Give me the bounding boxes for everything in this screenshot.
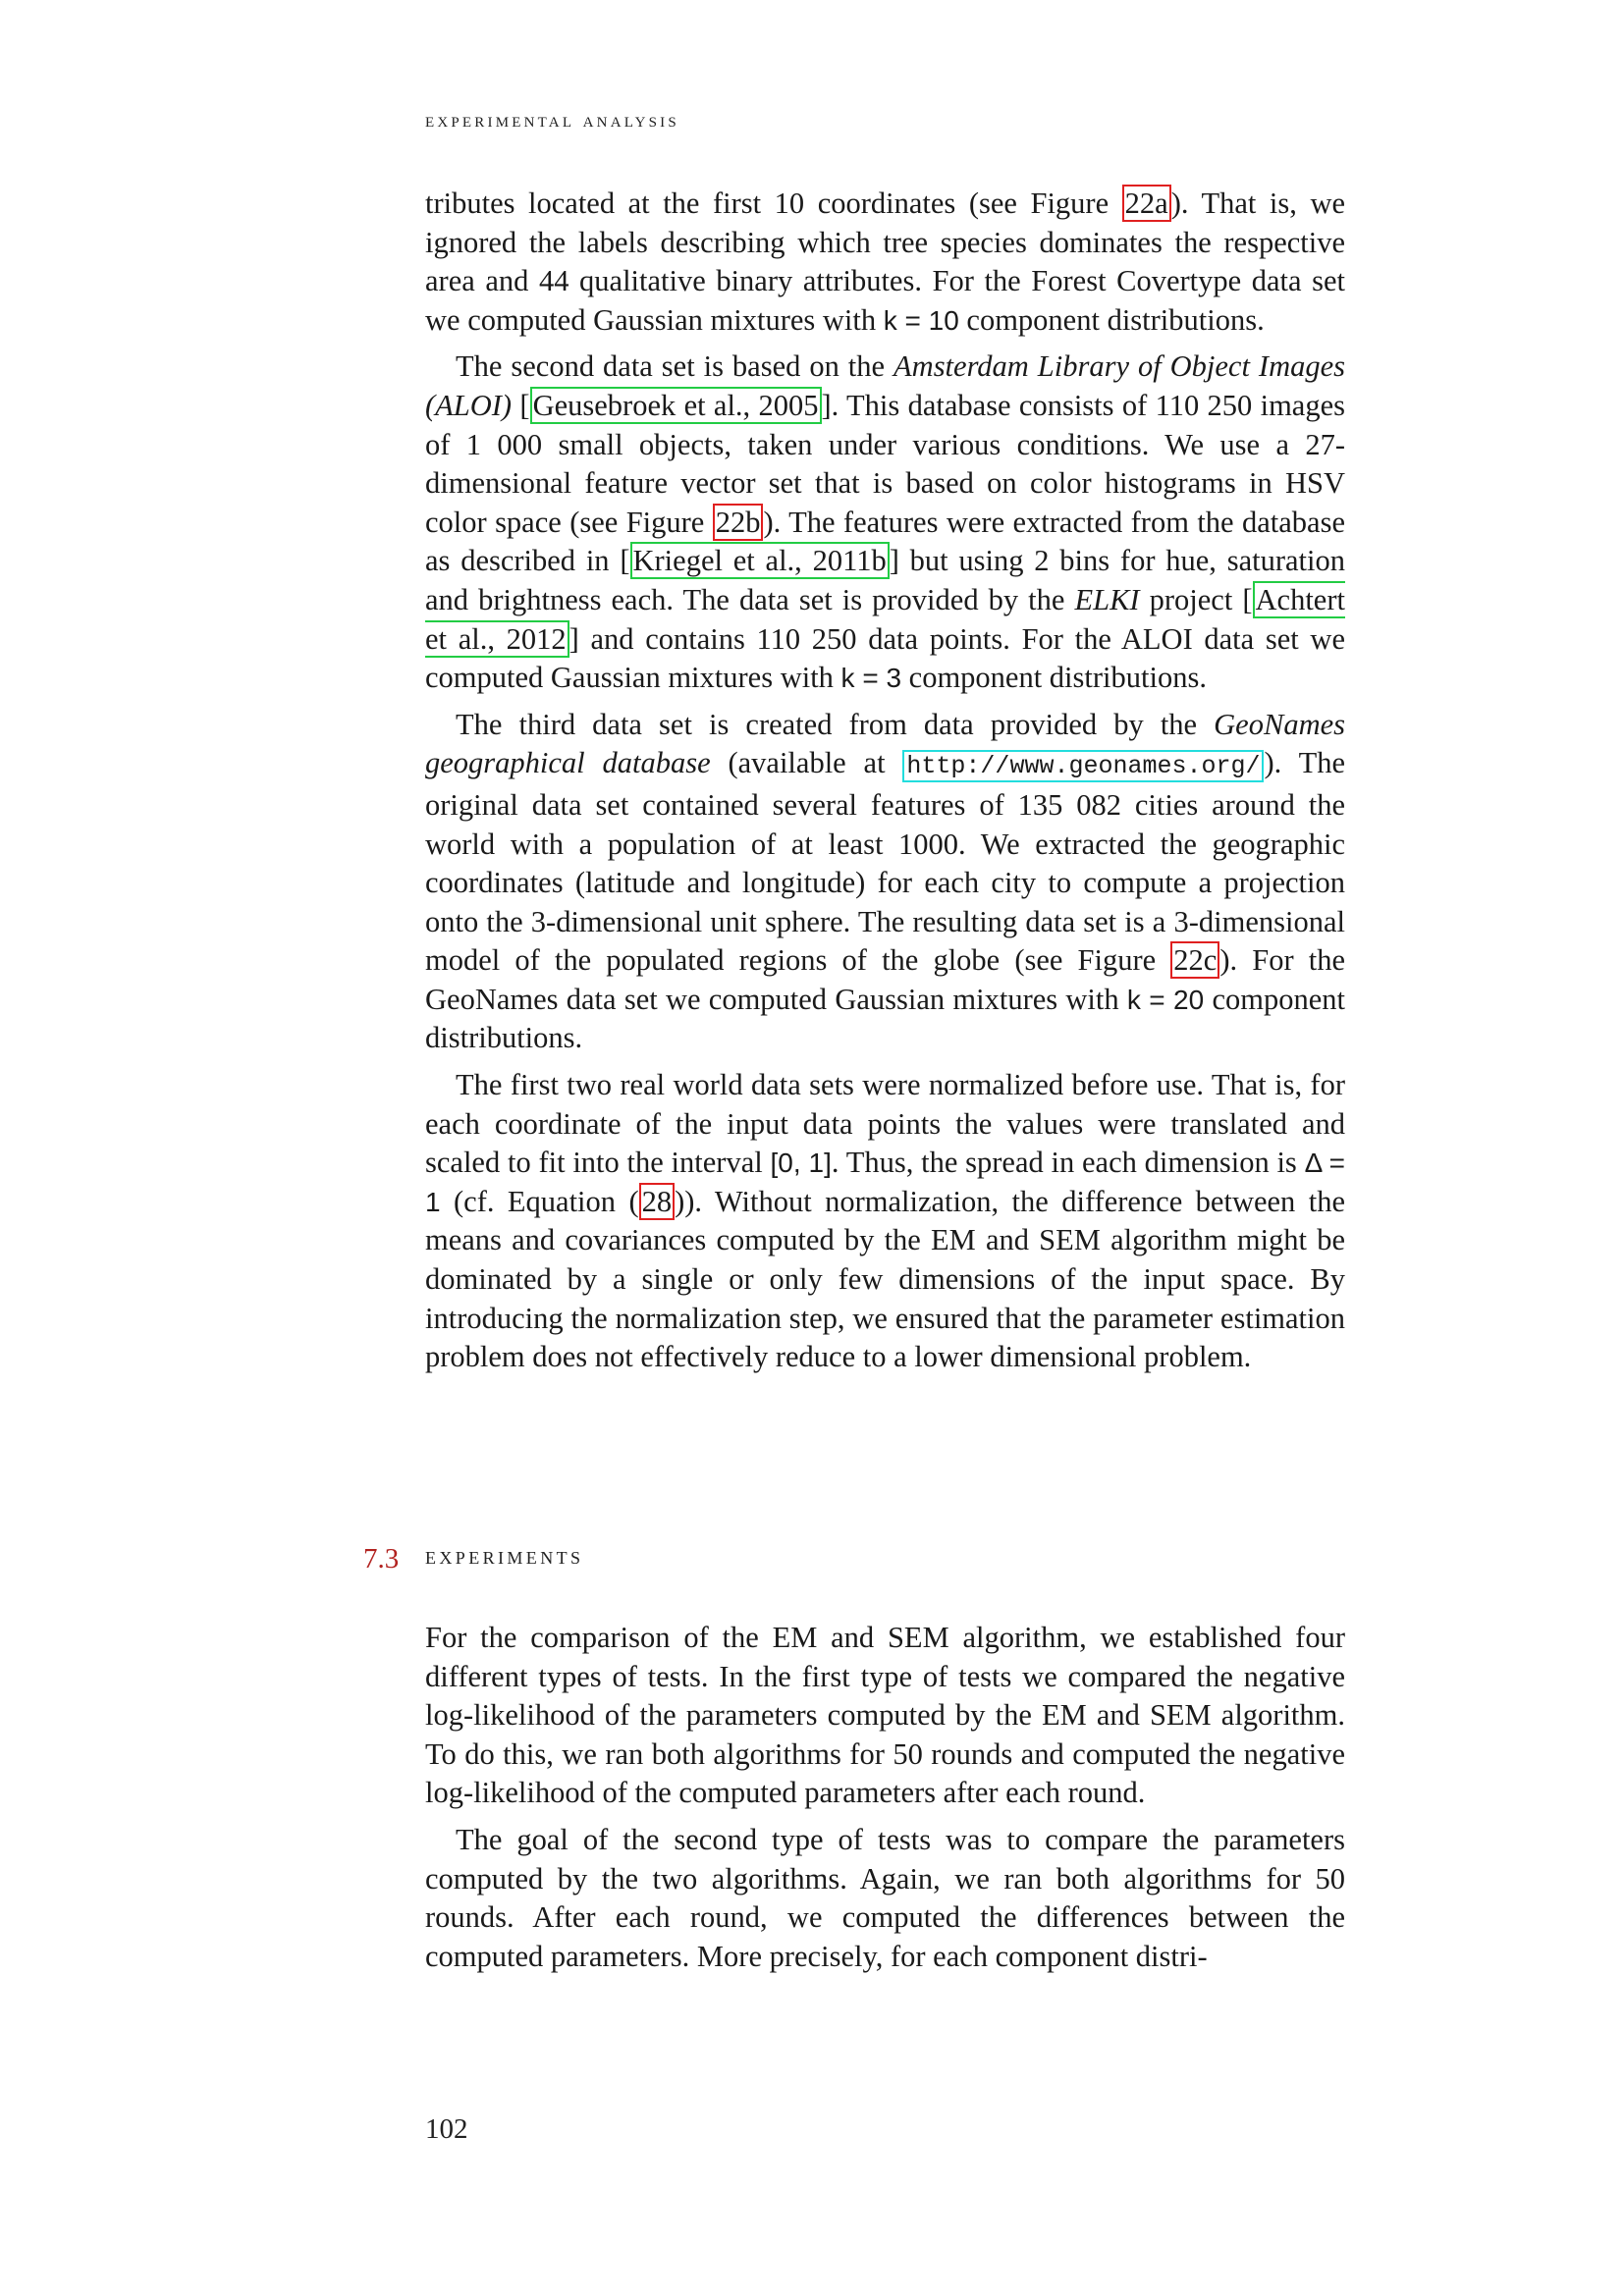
- figure-ref-22b[interactable]: 22b: [713, 504, 764, 541]
- page-number: 102: [425, 2113, 468, 2145]
- section-number: 7.3: [363, 1543, 400, 1575]
- citation-achtert[interactable]: Achtert et al., 2012: [425, 582, 1345, 656]
- paragraph-second-test: The goal of the second type of tests was to compare the parameters computed by the two algorithms. Again, we ran both algorithms for 50 rounds. After each round, we computed the differences between the computed parameters. More precisely, for each component distri-: [425, 1822, 1345, 1973]
- text-span: ). The original data set contained several features of 135 082 cities around the world with a population of at least 1000. We extracted the geographic coordinates (latitude and longitude) for each city to compute a projection onto the 3-dimensional unit sphere. The resulting data set is a 3-dimensional model of the populated regions of the globe (see Figure: [425, 746, 1345, 978]
- text-span: . Thus, the spread in each dimension is: [831, 1146, 1305, 1180]
- equation-ref-28[interactable]: 28: [639, 1183, 676, 1220]
- math-delta: Δ = 1: [425, 1148, 1345, 1217]
- math-interval: [0, 1]: [770, 1148, 832, 1179]
- url-link-geonames[interactable]: http://www.geonames.org/: [902, 750, 1264, 782]
- text-span: The second data set is based on the: [456, 349, 894, 384]
- paragraph-normalization: [425, 1066, 1345, 1377]
- math-k: k = 20: [1126, 984, 1205, 1015]
- text-span: component distributions.: [425, 982, 1345, 1055]
- text-span: ). The features were extracted from the database as described in [: [425, 505, 1345, 578]
- paragraph-forest-covertype: [425, 185, 1345, 340]
- text-span: (cf. Equation (: [440, 1184, 639, 1218]
- italic-text: GeoNames geographical database: [425, 707, 1345, 780]
- citation-geusebroek[interactable]: Geusebroek et al., 2005: [530, 387, 822, 424]
- text-span: tributes located at the first 10 coordinates (see Figure: [425, 187, 1122, 220]
- text-span: )). Without normalization, the difference between the means and covariances computed by the EM and SEM algorithm might be dominated by a single or only few dimensions of the input space. By introducing the normalization step, we ensured that the parameter estimation problem does not effectively reduce to a lower dimensional problem.: [425, 1184, 1345, 1374]
- paragraph-geonames: [425, 706, 1345, 1058]
- running-head: experimental analysis: [425, 108, 679, 132]
- paragraph-experiments-intro: For the comparison of the EM and SEM algorithm, we established four different types of tests. In the first type of tests we compared the negative log-likelihood of the parameters computed by the EM and SEM algorithm. To do this, we ran both algorithms for 50 rounds and computed the negative log-likelihood of the computed parameters after each round.: [425, 1621, 1345, 1810]
- text-span: component distributions.: [901, 661, 1207, 695]
- text-span: (available at: [710, 746, 903, 780]
- text-span: component distributions.: [958, 302, 1265, 337]
- figure-ref-22c[interactable]: 22c: [1170, 941, 1219, 979]
- italic-text: ELKI: [1074, 582, 1140, 616]
- text-span: The first two real world data sets were normalized before use. That is, for each coordinate of the input data points the values were translated and scaled to fit into the interval: [425, 1068, 1345, 1180]
- text-span: ). For the GeoNames data set we computed Gaussian mixtures with: [425, 943, 1345, 1016]
- body-text-top: [425, 185, 1345, 1385]
- text-span: The third data set is created from data provided by the: [456, 707, 1215, 741]
- text-span: ] and contains 110 250 data points. For the ALOI data set we computed Gaussian mixtures with: [425, 621, 1345, 695]
- text-span: project [: [1139, 582, 1253, 616]
- section-title: experiments: [425, 1543, 584, 1570]
- paragraph-aloi: [425, 347, 1345, 697]
- text-span: [: [512, 388, 530, 422]
- text-span: ]. This database consists of 110 250 images of 1 000 small objects, taken under various conditions. We use a 27-dimensional feature vector set that is based on color histograms in HSV color space (see Figure: [425, 388, 1345, 539]
- math-k: k = 3: [840, 663, 902, 694]
- italic-text: Amsterdam Library of Object Images (ALOI): [425, 349, 1345, 422]
- figure-ref-22a[interactable]: 22a: [1122, 185, 1171, 222]
- math-k: k = 10: [883, 304, 959, 336]
- text-span: ). That is, we ignored the labels describing which tree species dominates the respective area and 44 qualitative binary attributes. For the Forest Covertype data set we computed Gaussian mixtures with: [425, 187, 1346, 337]
- body-text-experiments: [425, 1619, 1345, 1984]
- text-span: ] but using 2 bins for hue, saturation and brightness each. The data set is provided by the: [425, 544, 1345, 616]
- citation-kriegel[interactable]: Kriegel et al., 2011b: [630, 542, 890, 579]
